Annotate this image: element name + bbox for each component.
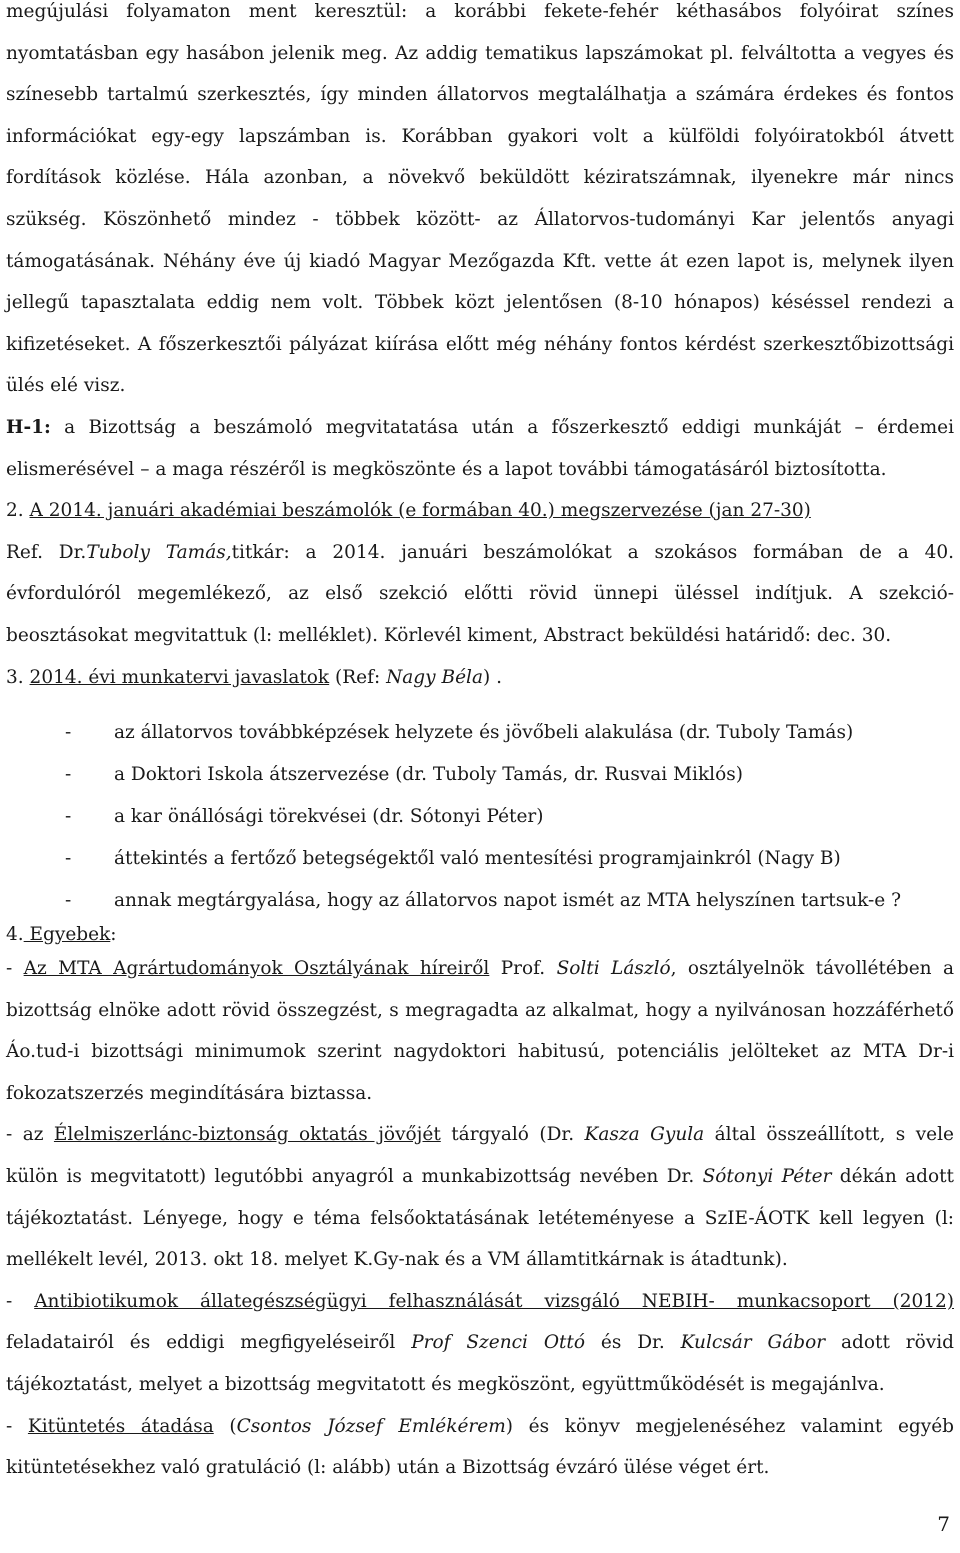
agenda-item-2-text: titkár: a 2014. januári beszámolókat a szokásos formában de a 40. évfordulóról megemlékező, az első szekció előtti rövid ünnepi üléssel indítjuk. A szekció- beosztásokat megvitattuk (l: melléklet). Körlevél kiment, Abstract beküldési határidő: dec. 30.: [6, 541, 954, 646]
ref-name: Tuboly Tamás,: [86, 541, 232, 563]
person-name: Solti László: [556, 958, 671, 980]
agenda-item-2-heading: [6, 490, 954, 532]
ref-close: ) .: [482, 666, 502, 688]
food-safety-title: Élelmiszerlánc-biztonság oktatás jövőjét: [53, 1124, 441, 1146]
intro-paragraph: megújulási folyamaton ment keresztül: a korábbi fekete-fehér kéthasábos folyóirat színes nyomtatásban egy hasábon jelenik meg. Az addig tematikus lapszámokat pl. felváltotta a vegyes és színesebb tartalmú szerkesztés, így minden állatorvos megtalálhatja a számára érdekes és fontos információkat egy-egy lapszámban is. Korábban gyakori volt a külföldi folyóiratokból átvett fordítások közlése. Hála azonban, a növekvő beküldött kéziratszámnak, ilyenekre már nincs szükség. Köszönhető mindez - többek között- az Állatorvos-tudományi Kar jelentős anyagi támogatásának. Néhány éve új kiadó Magyar Mezőgazda Kft. vette át ezen lapot is, melynek ilyen jellegű tapasztalata eddig nem volt. Többek közt jelentősen (8-10 hónapos) késéssel rendezi a kifizetéseket. A főszerkesztői pályázat kiírása előtt még néhány fontos kérdést szerkesztőbizottsági ülés elé visz.: [6, 1, 954, 397]
ref-name: Nagy Béla: [386, 666, 483, 688]
list-item: - az állatorvos továbbképzések helyzete és jövőbeli alakulása (dr. Tuboly Tamás): [65, 722, 854, 744]
list-item: - annak megtárgyalása, hogy az állatorvos napot ismét az MTA helyszínen tartsuk-e ?: [65, 890, 902, 912]
ref-label: Ref.: [6, 541, 59, 563]
item-number: 4.: [6, 924, 24, 946]
award-paragraph: - Kitüntetés átadása (Csontos József Emlékérem) és könyv megjelenéséhez valamint egyéb kitüntetésekhez való gratuláció (l: alább) után a Bizottság évzáró ülése véget ért.: [6, 1415, 954, 1479]
list-item: - a kar önállósági törekvései (dr. Sótonyi Péter): [65, 806, 544, 828]
person-name: Sótonyi Péter: [702, 1166, 832, 1188]
page-number: 7: [937, 1512, 950, 1536]
document-page: [6, 0, 954, 1489]
list-item: - a Doktori Iskola átszervezése (dr. Tuboly Tamás, dr. Rusvai Miklós): [65, 764, 743, 786]
person-name: Prof Szenci Ottó: [411, 1332, 585, 1354]
agenda-item-2-title: A 2014. januári akadémiai beszámolók (e formában 40.) megszervezése (jan 27-30): [29, 500, 811, 522]
resolution-text: a Bizottság a beszámoló megvitatatása után a főszerkesztő eddigi munkáját – érdemei elismerésével – a maga részéről is megköszönte és a lapot további támogatásáról biztosította.: [6, 416, 954, 480]
ref-open: (Ref:: [329, 666, 387, 688]
resolution-h1: [6, 407, 954, 490]
mta-news-title: Az MTA Agrártudományok Osztályának híreiről: [23, 958, 490, 980]
antibiotics-title: Antibiotikumok állategészségügyi felhasználását vizsgáló NEBIH- munkacsoport (2012): [34, 1290, 954, 1312]
item-number: 2.: [6, 500, 30, 522]
list-item: - áttekintés a fertőző betegségektől való mentesítési programjainkról (Nagy B): [65, 848, 841, 870]
person-name: Kasza Gyula: [584, 1124, 705, 1146]
agenda-item-3-heading: [6, 657, 954, 699]
item-number: 3.: [6, 666, 30, 688]
work-plan-list: [6, 712, 954, 922]
agenda-item-4-heading: 4. Egyebek:: [6, 924, 117, 946]
person-name: Kulcsár Gábor: [680, 1332, 826, 1354]
food-safety-paragraph: - az Élelmiszerlánc-biztonság oktatás jövőjét tárgyaló (Dr. Kasza Gyula által összeállított, s vele külön is megvitatott) legutóbbi anyagról a munkabizottság nevében Dr. Sótonyi Péter dékán adott tájékoztatást. Lényege, hogy e téma felsőoktatásának letéteményese a SzIE-ÁOTK kell legyen (l: mellékelt levél, 2013. okt 18. melyet K.Gy-nak és a VM államtitkárnak is átadtunk).: [6, 1124, 954, 1271]
award-name: Csontos József Emlékérem: [236, 1415, 506, 1437]
mta-news-paragraph: - Az MTA Agrártudományok Osztályának híreiről Prof. Solti László, osztályelnök távollétében a bizottság elnöke adott rövid összegzést, s megragadta az alkalmat, hogy a nyilvánosan hozzáférhető Áo.tud-i bizottsági minimumok szerint nagydoktori habitusú, potenciális jelölteket az MTA Dr-i fokozatszerzés megindítására biztassa.: [6, 958, 954, 1104]
agenda-item-2-body: [6, 532, 954, 657]
agenda-item-4-title: Egyebek: [23, 924, 111, 946]
antibiotics-paragraph: - Antibiotikumok állategészségügyi felhasználását vizsgáló NEBIH- munkacsoport (2012) feladatairól és eddigi megfigyeléseiről Prof Szenci Ottó és Dr. Kulcsár Gábor adott rövid tájékoztatást, melyet a bizottság megvitatott és megköszönt, együttműködését is megajánlva.: [6, 1290, 954, 1396]
award-title: Kitüntetés átadása: [27, 1415, 214, 1437]
ref-title: Dr.: [58, 541, 87, 563]
agenda-item-3-title: 2014. évi munkatervi javaslatok: [29, 666, 330, 688]
resolution-label: H-1:: [6, 416, 51, 438]
